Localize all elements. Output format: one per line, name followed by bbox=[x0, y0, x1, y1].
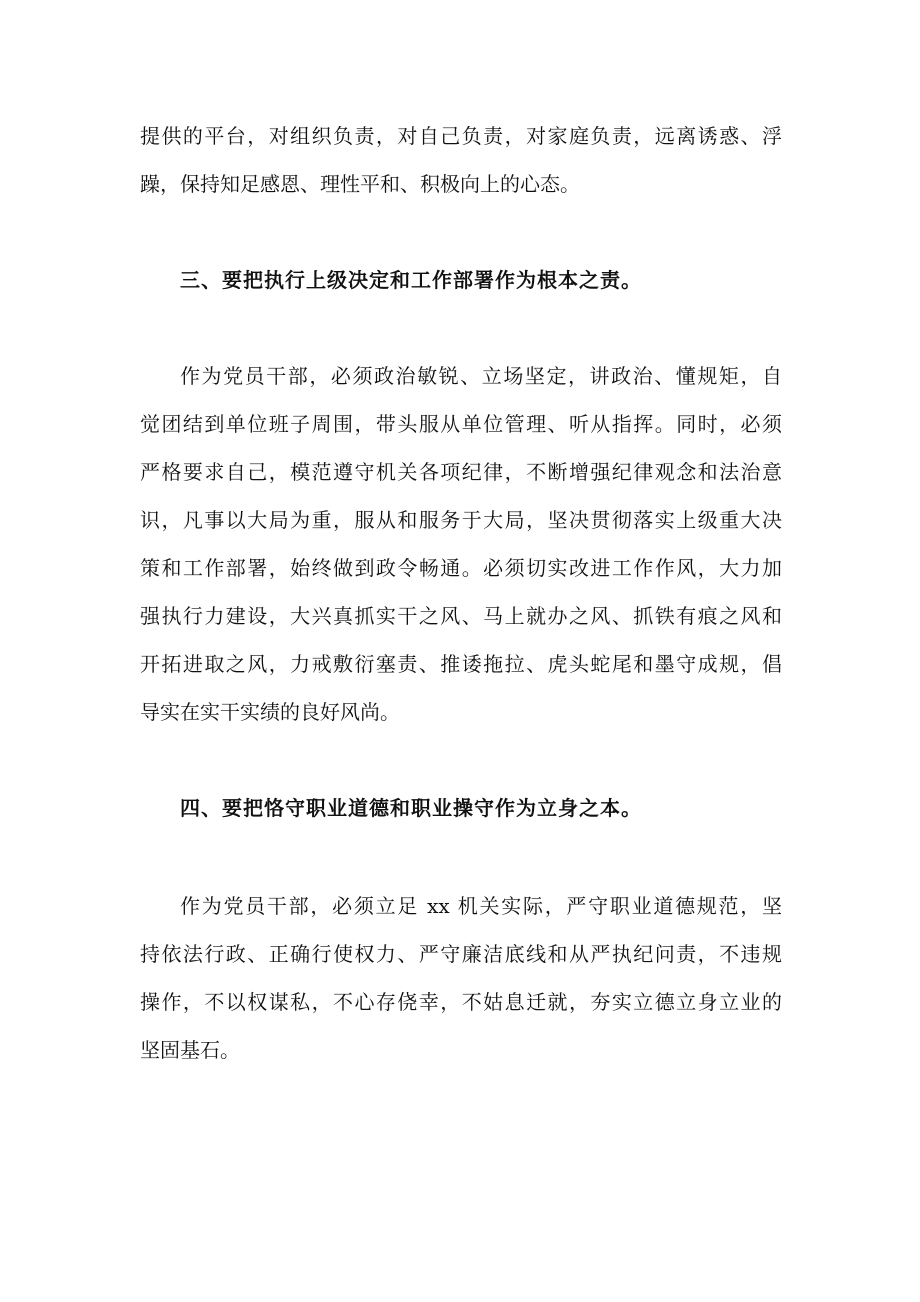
paragraph-line: 导实在实干实绩的良好风尚。 bbox=[140, 700, 400, 724]
paragraph-line: 作为党员干部，必须立足 xx 机关实际，严守职业道德规范，坚 bbox=[180, 894, 782, 918]
paragraph-line: 躁，保持知足感恩、理性平和、积极向上的心态。 bbox=[140, 172, 580, 196]
paragraph-line: 持依法行政、正确行使权力、严守廉洁底线和从严执纪问责，不违规 bbox=[140, 942, 782, 966]
paragraph-line: 严格要求自己，模范遵守机关各项纪律，不断增强纪律观念和法治意 bbox=[140, 460, 782, 484]
paragraph-line: 提供的平台，对组织负责，对自己负责，对家庭负责，远离诱惑、浮 bbox=[140, 124, 782, 148]
paragraph-line: 策和工作部署，始终做到政令畅通。必须切实改进工作作风，大力加 bbox=[140, 556, 782, 580]
section-heading: 四、要把恪守职业道德和职业操守作为立身之本。 bbox=[180, 796, 642, 820]
paragraph-line: 作为党员干部，必须政治敏锐、立场坚定，讲政治、懂规矩，自 bbox=[180, 364, 782, 388]
paragraph-line: 开拓进取之风，力戒敷衍塞责、推诿拖拉、虎头蛇尾和墨守成规，倡 bbox=[140, 652, 782, 676]
paragraph-line: 识，凡事以大局为重，服从和服务于大局，坚决贯彻落实上级重大决 bbox=[140, 508, 782, 532]
section-heading: 三、要把执行上级决定和工作部署作为根本之责。 bbox=[180, 268, 642, 292]
paragraph-line: 坚固基石。 bbox=[140, 1038, 240, 1062]
paragraph-line: 操作，不以权谋私，不心存侥幸，不姑息迁就，夯实立德立身立业的 bbox=[140, 990, 782, 1014]
paragraph-line: 觉团结到单位班子周围，带头服从单位管理、听从指挥。同时，必须 bbox=[140, 412, 782, 436]
paragraph-line: 强执行力建设，大兴真抓实干之风、马上就办之风、抓铁有痕之风和 bbox=[140, 604, 782, 628]
